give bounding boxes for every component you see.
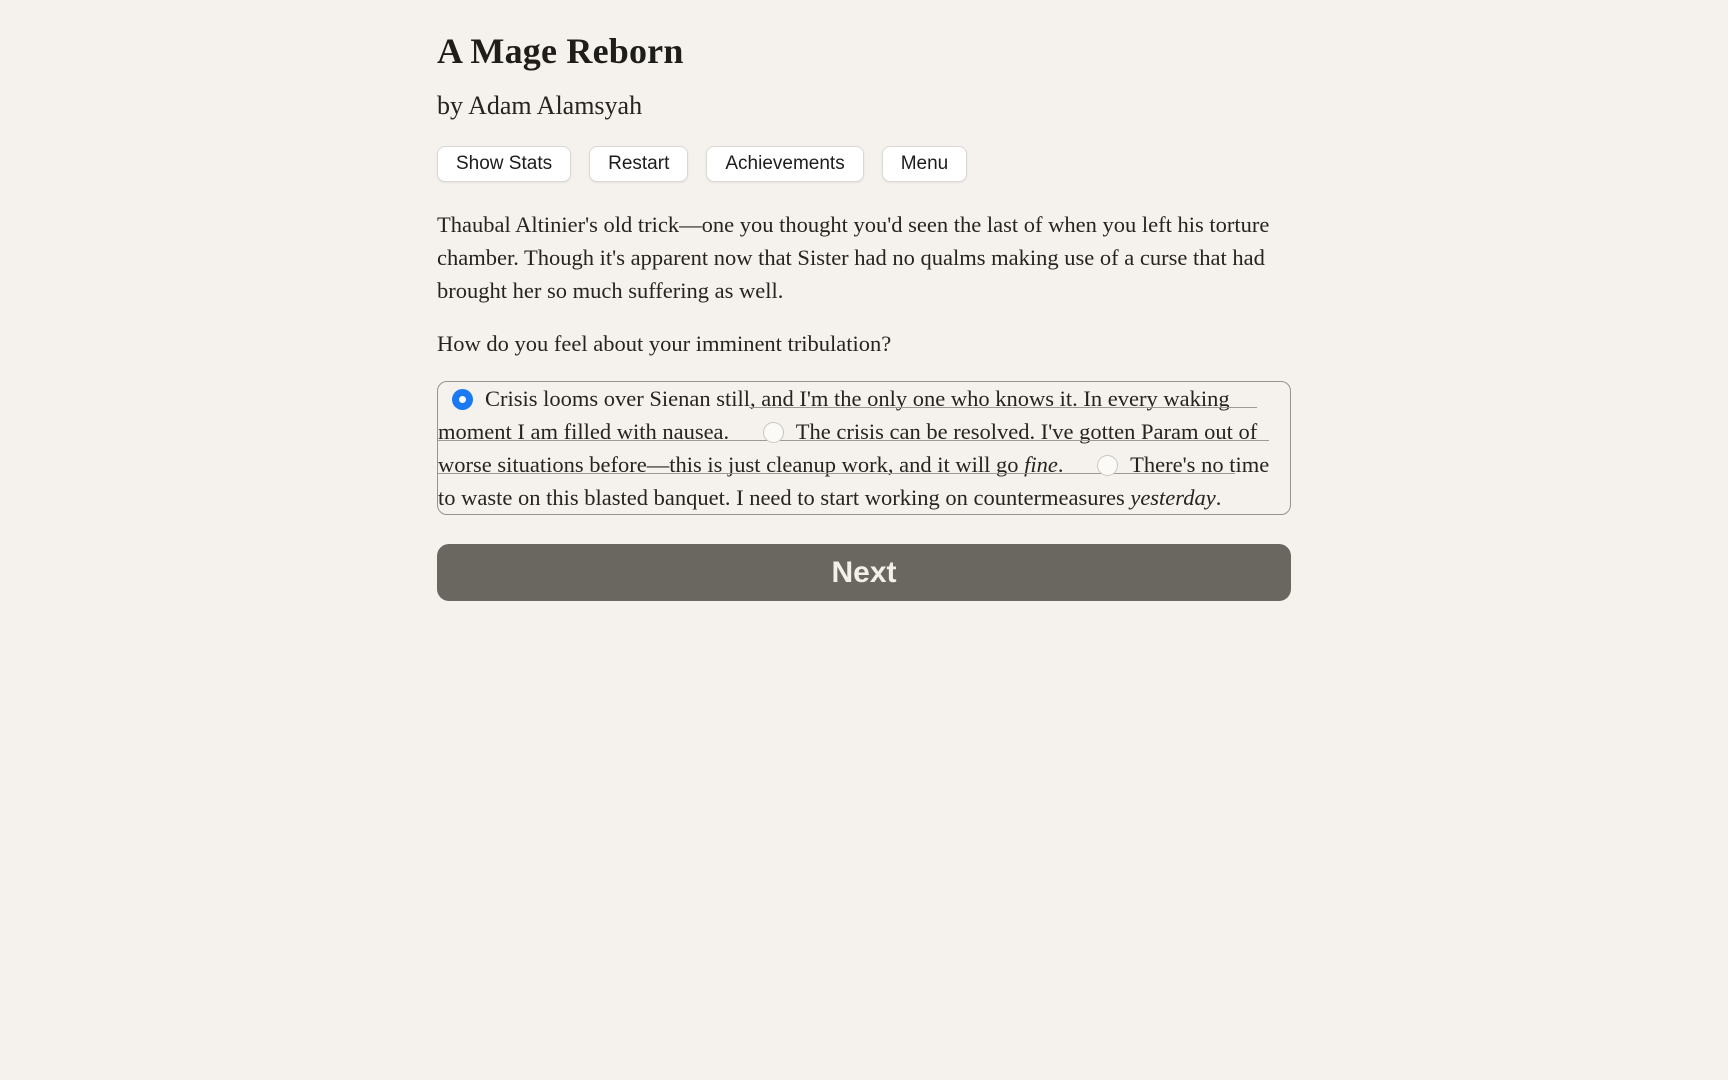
achievements-button[interactable]: Achievements [706, 146, 863, 182]
choice-text-italic: yesterday [1130, 485, 1216, 510]
choice-text-italic: fine [1024, 452, 1058, 477]
choice-text: There's no time to waste on this blasted banquet. I need to start working on countermeasures [438, 452, 1270, 510]
next-button[interactable]: Next [437, 544, 1291, 601]
choice-group [437, 381, 1291, 515]
choice-text-after: . [1215, 485, 1222, 510]
restart-button[interactable]: Restart [589, 146, 688, 182]
author-byline: by Adam Alamsyah [437, 91, 643, 120]
choice-text-after: . [1057, 452, 1064, 477]
toolbar [437, 146, 1291, 182]
page-title: A Mage Reborn [437, 31, 684, 71]
radio-unselected-icon[interactable] [1097, 455, 1118, 476]
game-page [437, 0, 1291, 601]
radio-selected-icon[interactable] [452, 389, 473, 410]
radio-unselected-icon[interactable] [763, 422, 784, 443]
story-paragraph: Thaubal Altinier's old trick—one you thought you'd seen the last of when you left his torture chamber. Though it's apparent now that Sister had no qualms making use of a curse that had brought her so much suffering as well. [437, 212, 1270, 303]
menu-button[interactable]: Menu [882, 146, 968, 182]
choice-text: The crisis can be resolved. I've gotten Param out of worse situations before—this is just cleanup work, and it will go [438, 419, 1258, 477]
show-stats-button[interactable]: Show Stats [437, 146, 571, 182]
choice-text: Crisis looms over Sienan still, and I'm the only one who knows it. In every waking moment I am filled with nausea. [438, 386, 1230, 444]
choice-question: How do you feel about your imminent tribulation? [437, 331, 892, 356]
